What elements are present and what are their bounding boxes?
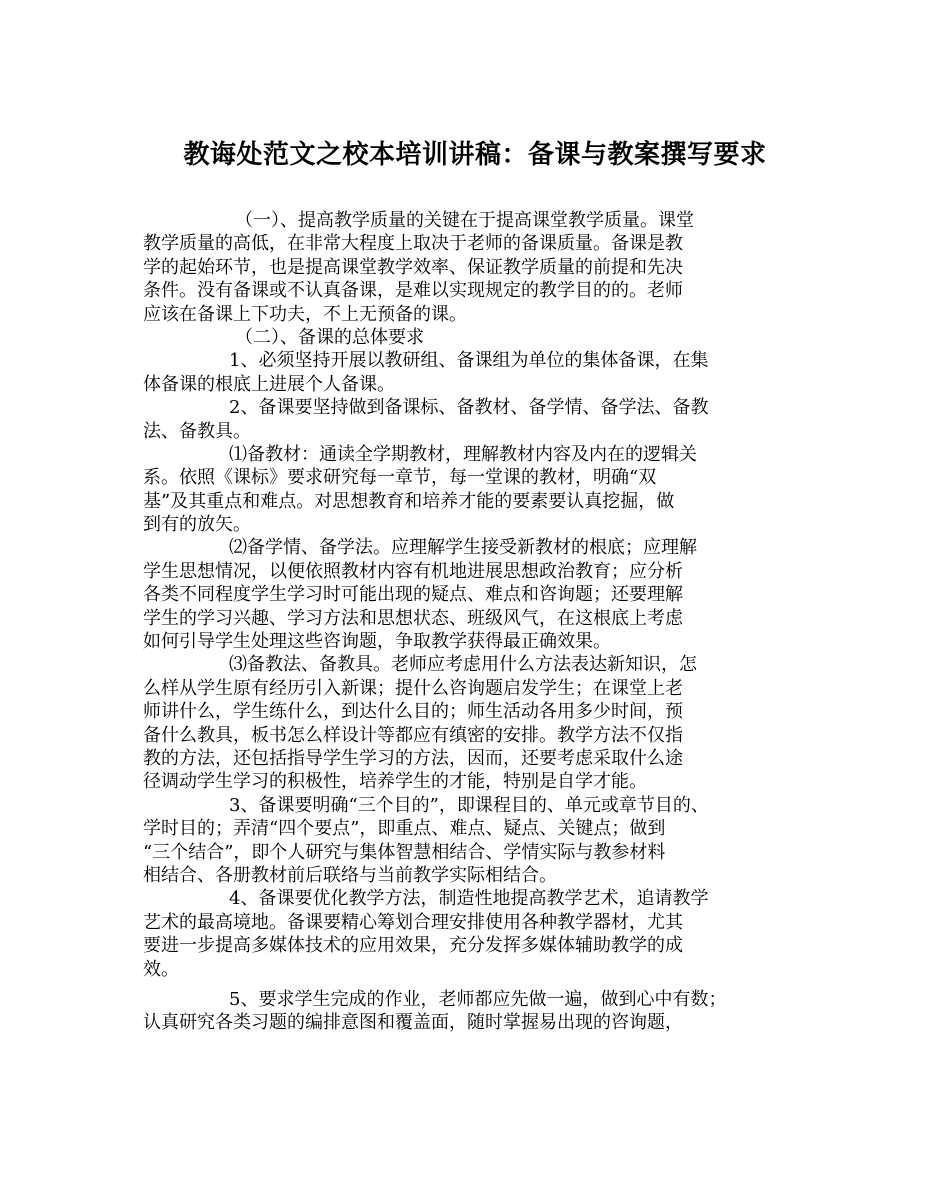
paragraph-line: 各类不同程度学生学习时可能出现的疑点、难点和咨询题；还要理解 bbox=[143, 584, 683, 606]
paragraph-line: 要进一步提高多媒体技术的应用效果，充分发挥多媒体辅助教学的成 bbox=[143, 935, 683, 957]
paragraph-line: “三个结合”，即个人研究与集体智慧相结合、学情实际与教参材料 bbox=[143, 841, 666, 863]
paragraph-gap bbox=[143, 981, 823, 988]
paragraph-line: 法、备教具。 bbox=[143, 420, 251, 442]
paragraph-line: 3、备课要明确“三个目的”，即课程目的、单元或章节目的、 bbox=[229, 794, 709, 816]
paragraph-line: 学的起始环节，也是提高课堂教学效率、保证教学质量的前提和先决 bbox=[143, 256, 683, 278]
paragraph-line: 学生的学习兴趣、学习方法和思想状态、班级风气，在这根底上考虑 bbox=[143, 607, 683, 629]
paragraph-line: 相结合、各册教材前后联络与当前教学实际相结合。 bbox=[143, 864, 557, 886]
paragraph-line: 体备课的根底上进展个人备课。 bbox=[143, 373, 395, 395]
paragraph-line: ⑶备教法、备教具。老师应考虑用什么方法表达新知识，怎 bbox=[229, 654, 697, 676]
paragraph-line: 效。 bbox=[143, 958, 179, 980]
paragraph-line: （一）、提高教学质量的关键在于提高课堂教学质量。课堂 bbox=[235, 210, 694, 231]
paragraph-line: 1、必须坚持开展以教研组、备课组为单位的集体备课，在集 bbox=[229, 350, 709, 372]
paragraph-line: ⑴备教材：通读全学期教材，理解教材内容及内在的逻辑关 bbox=[229, 443, 697, 465]
paragraph-line: 4、备课要优化教学方法，制造性地提高教学艺术，追请教学 bbox=[229, 888, 709, 910]
paragraph-line: 学时目的；弄清“四个要点”，即重点、难点、疑点、关键点；做到 bbox=[143, 818, 666, 840]
paragraph-line: 艺术的最高境地。备课要精心筹划合理安排使用各种教学器材，尤其 bbox=[143, 911, 683, 933]
paragraph-line: ⑵备学情、备学法。应理解学生接受新教材的根底；应理解 bbox=[229, 537, 697, 559]
paragraph-line: 5、要求学生完成的作业，老师都应先做一遍，做到心中有数； bbox=[229, 988, 727, 1010]
paragraph-line: 学生思想情况，以便依照教材内容有机地进展思想政治教育；应分析 bbox=[143, 560, 683, 582]
paragraph-line: 应该在备课上下功夫，不上无预备的课。 bbox=[143, 303, 467, 325]
paragraph-line: 到有的放矢。 bbox=[143, 514, 251, 536]
paragraph-line: 认真研究各类习题的编排意图和覆盖面，随时掌握易出现的咨询题， bbox=[143, 1012, 683, 1034]
paragraph-line: 如何引导学生处理这些咨询题，争取教学获得最正确效果。 bbox=[143, 631, 611, 653]
paragraph-line: 2、备课要坚持做到备课标、备教材、备学情、备学法、备教 bbox=[229, 397, 709, 419]
paragraph-line: 么样从学生原有经历引入新课；提什么咨询题启发学生；在课堂上老 bbox=[143, 677, 683, 699]
document-title: 教诲处范文之校本培训讲稿：备课与教案撰写要求 bbox=[183, 140, 767, 170]
paragraph-line: 径调动学生学习的积极性，培养学生的才能，特别是自学才能。 bbox=[143, 771, 647, 793]
paragraph-line: 系。依照《课标》要求研究每一章节，每一堂课的教材，明确“双 bbox=[143, 467, 657, 489]
paragraph-line: 基”及其重点和难点。对思想教育和培养才能的要素要认真挖掘，做 bbox=[143, 490, 675, 512]
paragraph-line: 师讲什么，学生练什么，到达什么目的；师生活动各用多少时间，预 bbox=[143, 701, 683, 723]
paragraph-line: 教学质量的高低，在非常大程度上取决于老师的备课质量。备课是教 bbox=[143, 233, 683, 255]
paragraph-line: 备什么教具，板书怎么样设计等都应有缜密的安排。教学方法不仅指 bbox=[143, 724, 683, 746]
document-body bbox=[143, 209, 823, 1035]
paragraph-line: 条件。没有备课或不认真备课，是难以实现规定的教学目的的。老师 bbox=[143, 280, 683, 302]
section-heading: （二）、备课的总体要求 bbox=[235, 326, 424, 348]
paragraph-line: 教的方法，还包括指导学生学习的方法，因而，还要考虑采取什么途 bbox=[143, 747, 683, 769]
